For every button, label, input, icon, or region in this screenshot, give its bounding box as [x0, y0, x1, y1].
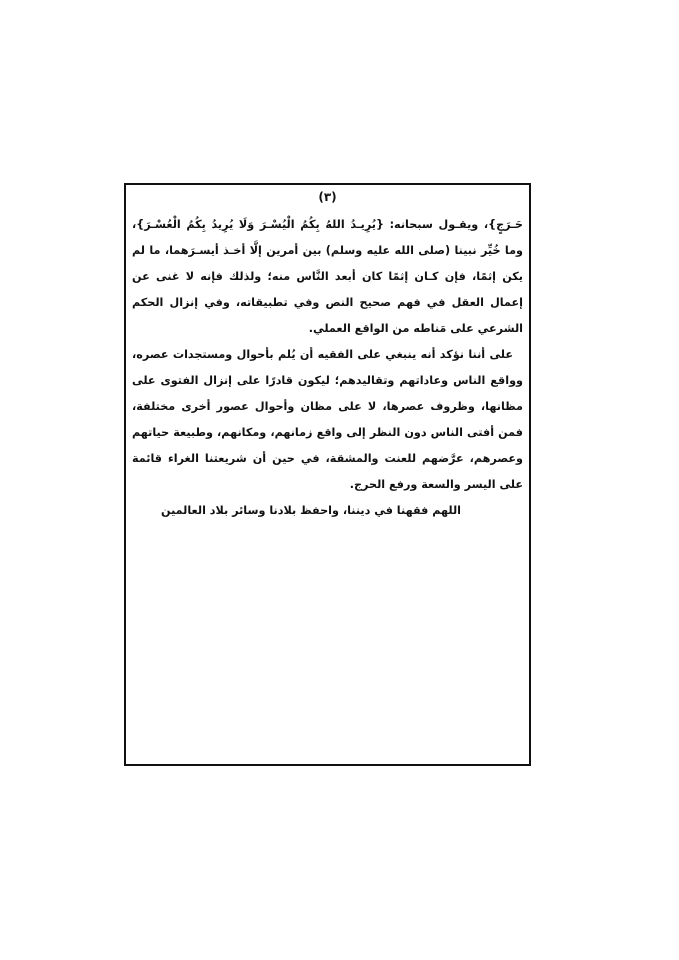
- closing-prayer: اللهم فقهنا في ديننا، واحفظ بلادنا وسائر بلاد العالمين: [161, 504, 461, 517]
- body-paragraph: على أننا نؤكد أنه ينبغي على الفقيه أن يُلم بأحوال ومستجدات عصره، وواقع الناس وعاداتهم وتقاليدهم؛ ليكون قادرًا على إنزال الفتوى على مظانها، وظروف عصرها، لا على مظان وأحوال عصور أخرى مختلفة، فمن أفتى الناس دون النظر إلى واقع زمانهم، ومكانهم، وطبيعة حياتهم وعصرهم، عرَّضهم للعنت والمشقة، في حين أن شريعتنا الغراء قائمة على اليسر والسعة ورفع الحرج.: [132, 348, 523, 491]
- page-frame: [124, 183, 531, 766]
- page-number: (٣): [318, 190, 337, 204]
- body-paragraph: حَـرَجٍ}، ويقـول سبحانه: {يُرِيـدُ اللهُ بِكُمُ الْيُسْـرَ وَلَا يُرِيدُ بِكُمُ الْعُسْـرَ}، وما خُيِّر نبينا (صلى الله عليه وسلم) بين أمرين إلَّا أخـذ أيسـرَهما، ما لم يكن إثمًا، فإن كـان إثمًا كان أبعد النَّاس منه؛ ولذلك فإنه لا غنى عن إعمال العقل في فهم صحيح النص وفي تطبيقاته، وفي إنزال الحكم الشرعي على مَناطه من الواقع العملي.: [132, 218, 523, 335]
- page-body: [132, 212, 523, 524]
